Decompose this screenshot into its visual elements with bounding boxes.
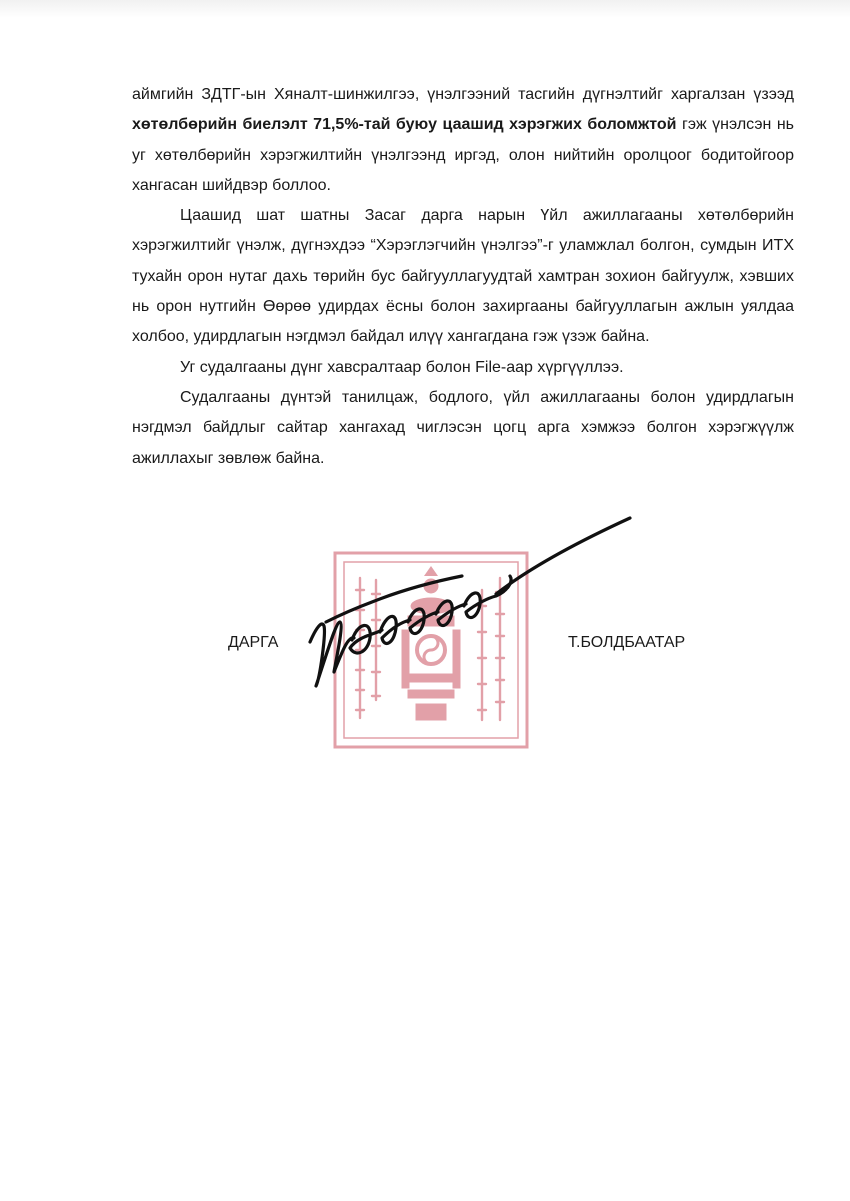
paragraph-3: Уг судалгааны дүнг хавсралтаар болон File-аар хүргүүллээ.	[180, 358, 624, 376]
position-title: ДАРГА	[228, 634, 279, 651]
letter-body	[132, 80, 794, 474]
paragraph-1-highlight: хөтөлбөрийн биелэлт 71,5%-тай буюу цаашид хэрэгжих боломжтой	[132, 116, 677, 134]
scan-edge	[0, 0, 850, 18]
paragraph-2: Цаашид шат шатны Засаг дарга нарын Үйл ажиллагааны хөтөлбөрийн хэрэгжилтийг үнэлж, дүгнэхдээ “Хэрэглэгчийн үнэлгээ”-г уламжлал болгон, сумдын ИТХ тухайн орон нутаг дахь төрийн бус байгууллагуудтай хамтран зохион байгуулж, хэвших нь орон нутгийн Өөрөө удирдах ёсны болон захиргааны байгууллагын ажлын уялдаа холбоо, удирдлагын нэгдмэл байдал илүү хангагдана гэж үзэж байна.	[132, 207, 794, 346]
paragraph-1: аймгийн ЗДТГ-ын Хяналт-шинжилгээ, үнэлгээний тасгийн дүгнэлтийг харгалзан үзээд хөтөлбөрийн биелэлт 71,5%-тай буюу цаашид хэрэгжих боломжтой гэж үнэлсэн нь уг хөтөлбөрийн хэрэгжилтийн үнэлгээнд иргэд, олон нийтийн оролцоог бодитойгоор хангасан шийдвэр боллоо.	[132, 86, 795, 194]
paragraph-4: Судалгааны дүнтэй танилцаж, бодлого, үйл ажиллагааны болон удирдлагын нэгдмэл байдлыг сайтар хангахад чиглэсэн цогц арга хэмжээ болгон хэрэгжүүлж ажиллахыг зөвлөж байна.	[132, 388, 794, 467]
signature-block	[0, 510, 850, 770]
handwritten-signature	[292, 510, 642, 710]
signer-name: Т.БОЛДБААТАР	[568, 634, 686, 651]
